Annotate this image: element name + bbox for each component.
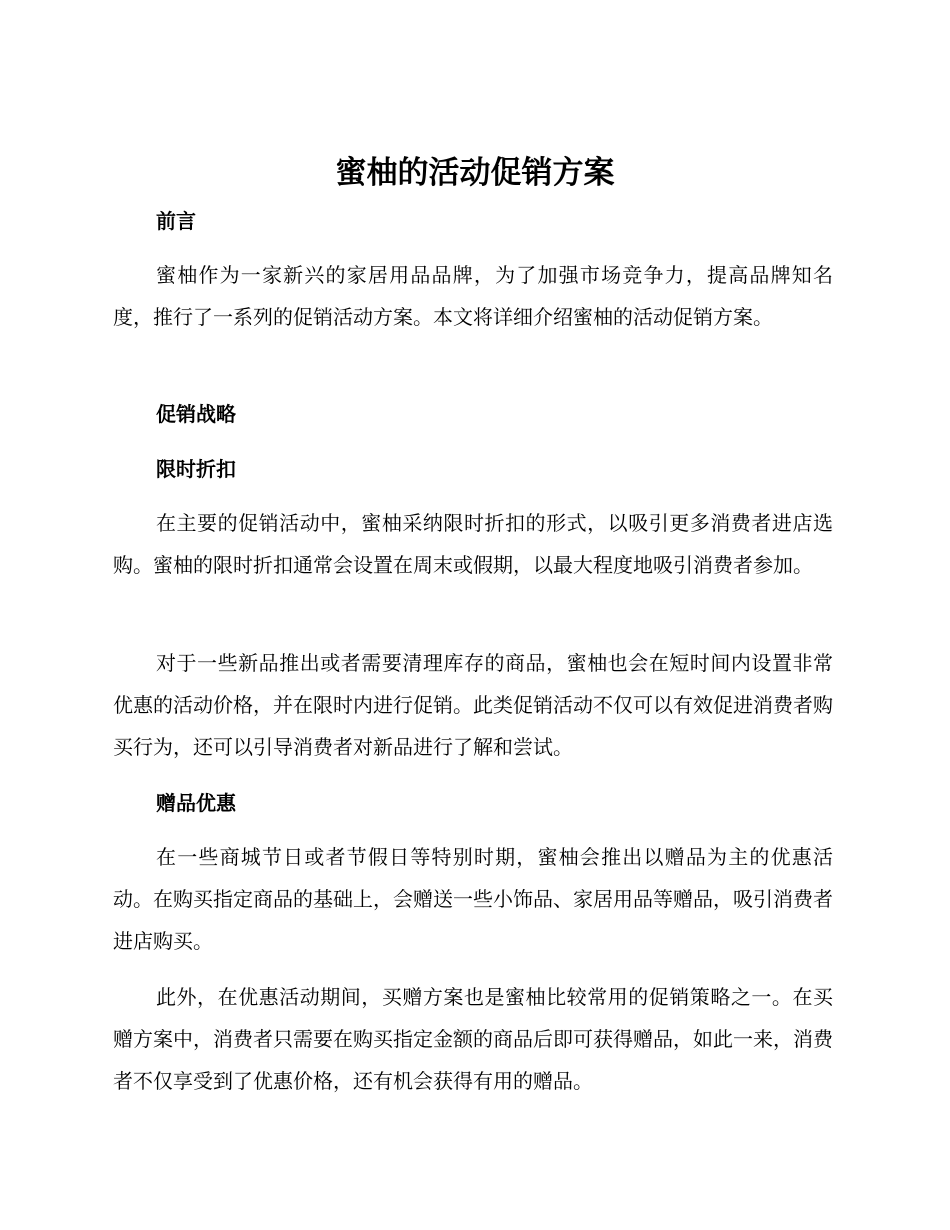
paragraph-gift-offers-2: 此外，在优惠活动期间，买赠方案也是蜜柚比较常用的促销策略之一。在买赠方案中，消费者只需要在购买指定金额的商品后即可获得赠品，如此一来，消费者不仅享受到了优惠价格，还有机会获得有用的赠品。 [113, 985, 833, 1093]
section-heading-limited-discount: 限时折扣 [156, 457, 236, 481]
section-heading-gift-offers: 赠品优惠 [156, 791, 236, 815]
paragraph-preface: 蜜柚作为一家新兴的家居用品品牌，为了加强市场竞争力，提高品牌知名度，推行了一系列的促销活动方案。本文将详细介绍蜜柚的活动促销方案。 [113, 263, 833, 329]
paragraph-gift-offers-1: 在一些商城节日或者节假日等特别时期，蜜柚会推出以赠品为主的优惠活动。在购买指定商品的基础上，会赠送一些小饰品、家居用品等赠品，吸引消费者进店购买。 [113, 845, 833, 953]
section-heading-preface: 前言 [156, 209, 196, 233]
paragraph-limited-discount-2: 对于一些新品推出或者需要清理库存的商品，蜜柚也会在短时间内设置非常优惠的活动价格，并在限时内进行促销。此类促销活动不仅可以有效促进消费者购买行为，还可以引导消费者对新品进行了解和尝试。 [113, 651, 833, 759]
paragraph-limited-discount-1: 在主要的促销活动中，蜜柚采纳限时折扣的形式，以吸引更多消费者进店选购。蜜柚的限时折扣通常会设置在周末或假期，以最大程度地吸引消费者参加。 [113, 511, 833, 577]
document-title: 蜜柚的活动促销方案 [335, 155, 615, 191]
section-heading-strategy: 促销战略 [156, 402, 236, 426]
